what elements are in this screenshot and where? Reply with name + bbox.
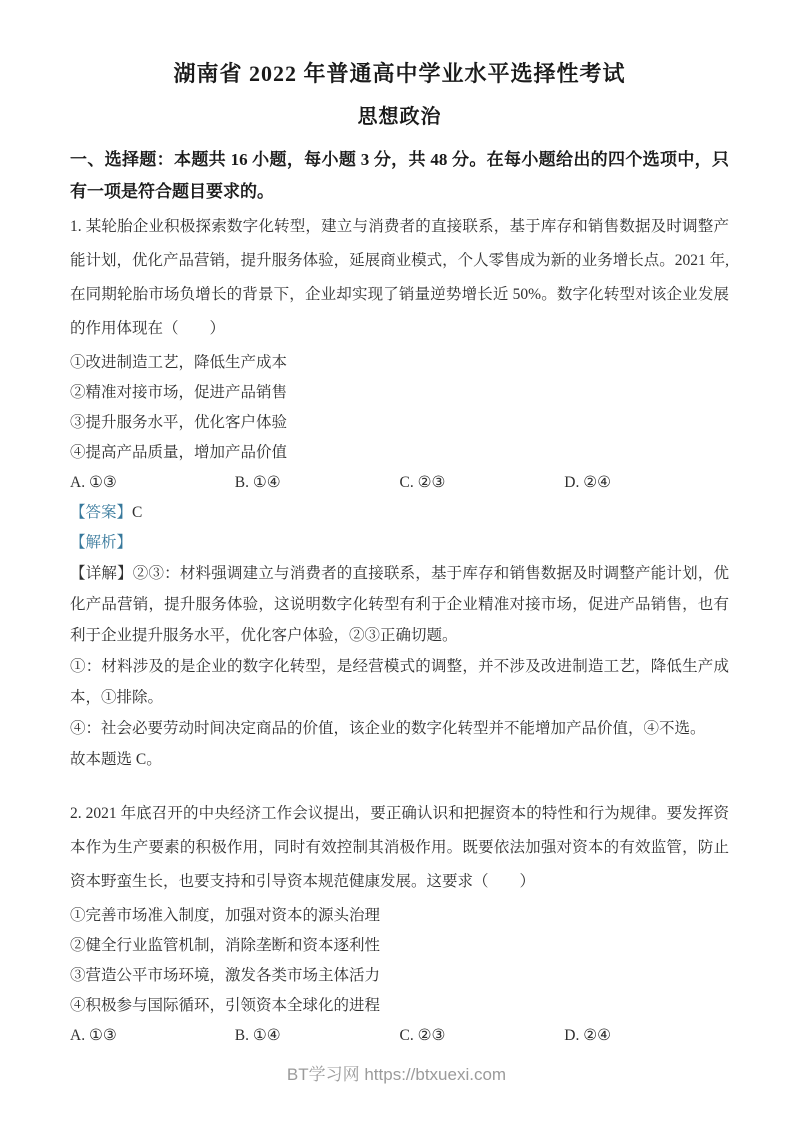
question-2-option-3: ③营造公平市场环境，激发各类市场主体活力 [70, 967, 381, 984]
question-1-detail-3: ④：社会必要劳动时间决定商品的价值，该企业的数字化转型并不能增加产品价值，④不选。 [70, 720, 706, 737]
question-1-stem: 1. 某轮胎企业积极探索数字化转型，建立与消费者的直接联系，基于库存和销售数据及时调整产能计划，优化产品营销，提升服务体验，延展商业模式，个人零售成为新的业务增长点。2021 年,在同期轮胎市场负增长的背景下，企业却实现了销量逆势增长近 50%。数字化转型对该企业发展的作用体现在（ ） [70, 218, 729, 337]
question-1-answer-line [70, 498, 729, 528]
question-2-choices-row [70, 1021, 729, 1051]
section-instructions: 一、选择题：本题共 16 小题，每小题 3 分，共 48 分。在每小题给出的四个选项中，只有一项是符合题目要求的。 [70, 150, 729, 201]
question-1-options [70, 348, 729, 468]
question-2-stem: 2. 2021 年底召开的中央经济工作会议提出，要正确认识和把握资本的特性和行为规律。要发挥资本作为生产要素的积极作用，同时有效控制其消极作用。既要依法加强对资本的有效监管，防止资本野蛮生长，也要支持和引导资本规范健康发展。这要求（ ） [70, 805, 729, 890]
question-1-choice-d: D. ②④ [564, 474, 611, 491]
question-2-option-2: ②健全行业监管机制，消除垄断和资本逐利性 [70, 937, 381, 954]
question-1-option-2: ②精准对接市场，促进产品销售 [70, 384, 288, 401]
question-1-choice-c: C. ②③ [399, 474, 446, 491]
question-1-choices-row [70, 468, 729, 498]
answer-label: 【答案】 [70, 504, 133, 521]
question-2-option-4: ④积极参与国际循环，引领资本全球化的进程 [70, 997, 381, 1014]
question-1-detail-1: 【详解】②③：材料强调建立与消费者的直接联系，基于库存和销售数据及时调整产能计划，优化产品营销，提升服务体验，这说明数字化转型有利于企业精准对接市场，促进产品销售，也有利于企业提升服务水平，优化客户体验，②③正确切题。 [70, 565, 729, 644]
question-2-choice-b: B. ①④ [234, 1027, 281, 1044]
question-2-options [70, 901, 729, 1021]
question-1-choice-b: B. ①④ [234, 474, 281, 491]
answer-value: C [132, 504, 143, 521]
page-title: 湖南省 2022 年普通高中学业水平选择性考试 [173, 61, 626, 86]
question-1-analysis-label: 【解析】 [70, 534, 133, 551]
question-1-conclusion: 故本题选 C。 [70, 751, 162, 768]
question-1-option-1: ①改进制造工艺，降低生产成本 [70, 354, 288, 371]
question-2-choice-c: C. ②③ [399, 1027, 446, 1044]
question-1-option-3: ③提升服务水平，优化客户体验 [70, 414, 288, 431]
question-2-option-1: ①完善市场准入制度，加强对资本的源头治理 [70, 907, 381, 924]
question-1-detail-2: ①：材料涉及的是企业的数字化转型，是经营模式的调整，并不涉及改进制造工艺，降低生产成本，①排除。 [70, 658, 729, 706]
question-2-choice-a: A. ①③ [70, 1027, 117, 1044]
question-1-option-4: ④提高产品质量，增加产品价值 [70, 444, 288, 461]
question-1-choice-a: A. ①③ [70, 474, 117, 491]
question-1 [70, 210, 729, 775]
watermark-footer: BT学习网 https://btxuexi.com [286, 1065, 507, 1084]
question-2 [70, 797, 729, 1051]
page-subtitle: 思想政治 [357, 106, 442, 128]
question-2-choice-d: D. ②④ [564, 1027, 611, 1044]
